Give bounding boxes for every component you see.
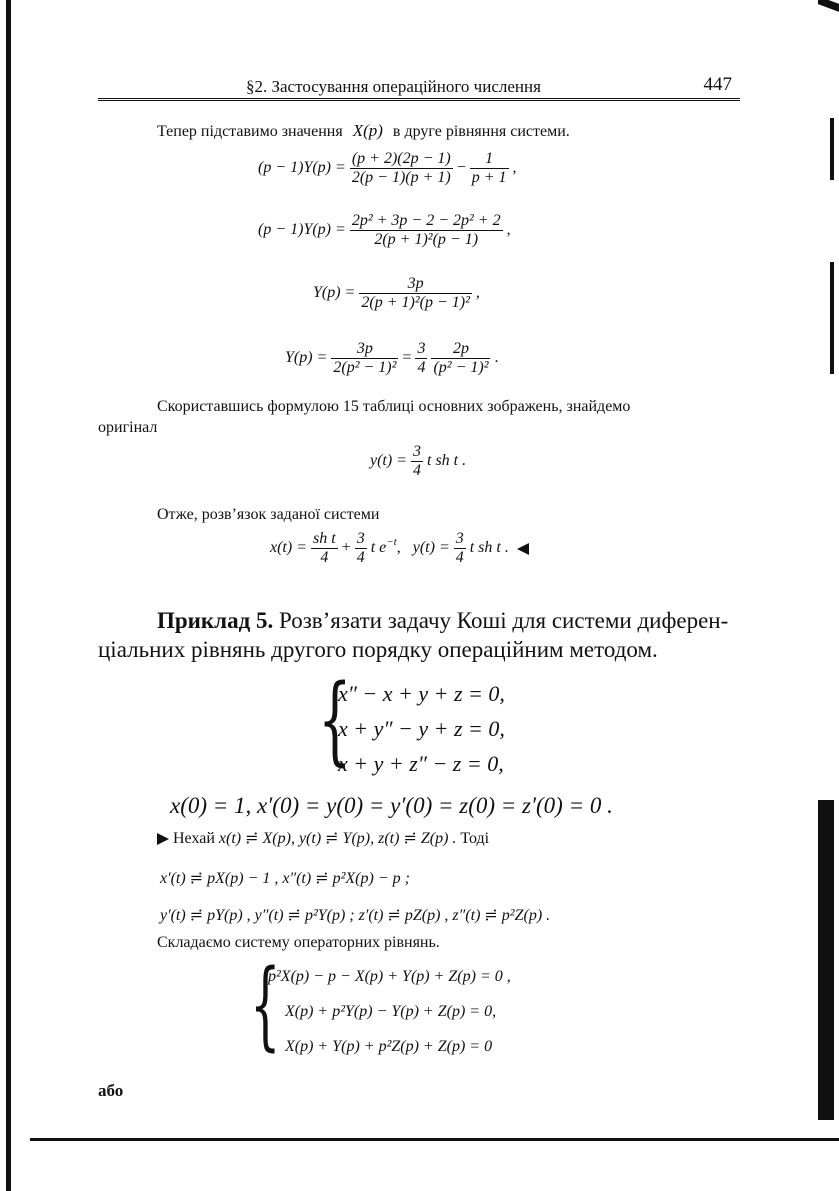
page-number: 447 xyxy=(703,74,732,95)
system-1-eq-1: x″ − x + y + z = 0, xyxy=(338,681,505,706)
scan-edge-left xyxy=(6,0,11,1191)
system-1-eq-3: x + y + z″ − z = 0, xyxy=(338,751,504,776)
paragraph-3: Складаємо систему операторних рівнянь. xyxy=(157,934,440,951)
equation-2: (p − 1)Y(p) = $\frac{\text{2p² + 3p − 2 − 2p² + 2}}{\text{2(p + 1)²(p − 1)}}$ , xyxy=(258,212,511,248)
header-rule xyxy=(98,100,740,101)
solution-start-icon xyxy=(157,833,169,845)
footer-word: або xyxy=(98,1081,124,1100)
system-2-eq-2: X(p) + p²Y(p) − Y(p) + Z(p) = 0, xyxy=(285,1003,497,1020)
eq2-frac: $\frac{\text{2p² + 3p − 2 − 2p² + 2}}{\text{2(p + 1)²(p − 1)}}$ xyxy=(351,212,501,248)
equation-6: x(t) = $\frac{\text{sh t}}{4}$ + $\frac{3}{4}$ t $e^{-t}$, y(t) = $\frac{3}{4}$ t sh t . xyxy=(270,530,529,567)
eq6-x-exp: −t xyxy=(386,536,397,549)
then-word: Тоді xyxy=(460,830,490,847)
scan-edge-bottom xyxy=(30,1138,839,1141)
eq1-frac1: $\frac{(p + 2)(2p - 1)}{2(p - 1)(p + 1)}$ xyxy=(351,150,451,186)
initial-conditions: x(0) = 1, x′(0) = y(0) = y′(0) = z(0) = z′(0) = 0 . xyxy=(170,793,613,818)
derivatives-line-1: x′(t) ≓ pX(p) − 1 , x″(t) ≓ p²X(p) − p ; xyxy=(160,870,410,887)
system-1-eq-2: x + y″ − y + z = 0, xyxy=(338,716,505,741)
equation-3: Y(p) = $\frac{3p}{\text{2(p + 1)²(p − 1)²}}$ , xyxy=(313,275,480,311)
eq4-frac3: $\frac{2p}{\text{(p² − 1)²}}$ xyxy=(433,340,489,376)
eq4-frac1: $\frac{3p}{\text{2(p² − 1)²}}$ xyxy=(333,340,397,376)
eq4-lhs: Y(p) = xyxy=(285,349,328,367)
eq3-lhs: Y(p) = xyxy=(313,284,356,302)
intro-text: Тепер підставимо значення xyxy=(157,123,343,140)
equation-5 xyxy=(370,443,466,480)
eq6-x-rest: t e xyxy=(370,539,387,557)
eq6-x-lhs: x(t) = xyxy=(270,539,307,557)
let-word: Нехай xyxy=(173,830,215,847)
scan-edge-right-2 xyxy=(830,262,834,374)
derivatives-line-2: y′(t) ≓ pY(p) , y″(t) ≓ p²Y(p) ; z′(t) ≓ pZ(p) , z″(t) ≓ p²Z(p) . xyxy=(160,907,551,924)
paragraph-1-line-2: оригінал xyxy=(98,419,158,436)
let-line xyxy=(157,829,489,849)
example-line-2: ціальних рівнянь другого порядку операційним методом. xyxy=(98,637,658,662)
eq4-frac2: $\frac{3}{4}$ xyxy=(417,340,426,376)
system-2-brace: { xyxy=(250,949,281,1061)
paragraph-2: Отже, розв’язок заданої системи xyxy=(157,506,380,523)
eq3-frac: $\frac{3p}{\text{2(p + 1)²(p − 1)²}}$ xyxy=(361,275,470,311)
eq5-rest: t sh t . xyxy=(427,452,467,470)
eq6-y-rest: t sh t . xyxy=(469,539,509,557)
section-title: §2. Застосування операційного числення xyxy=(246,77,541,96)
equation-1: (p − 1)Y(p) = $\frac{(p + 2)(2p - 1)}{2(p - 1)(p + 1)}$ − $\frac{1}{p + 1}$ , xyxy=(258,150,517,186)
example-line-1 xyxy=(157,607,728,635)
equation-4: Y(p) = $\frac{3p}{\text{2(p² − 1)²}}$ = $\frac{3}{4}$ $\frac{2p}{\text{(p² − 1)²}}$ . xyxy=(285,340,499,376)
eq2-lhs: (p − 1)Y(p) = xyxy=(258,221,346,239)
let-expr: x(t) ≓ X(p), y(t) ≓ Y(p), z(t) ≓ Z(p) . xyxy=(218,830,457,847)
intro-xp: X(p) xyxy=(352,121,383,140)
intro-line xyxy=(157,121,570,142)
example-label: Приклад 5. xyxy=(157,608,274,633)
eq6-frac3: $\frac{3}{4}$ xyxy=(455,530,464,566)
example-text-1: Розв’язати задачу Коші для системи диферен- xyxy=(278,608,729,633)
eq6-frac1: $\frac{\text{sh t}}{4}$ xyxy=(313,530,336,566)
paragraph-1-line-1: Скориставшись формулою 15 таблиці основних зображень, знайдемо xyxy=(157,398,631,415)
end-of-solution-icon xyxy=(517,543,529,555)
scan-edge-right-1 xyxy=(830,118,834,180)
system-2-eq-1: p²X(p) − p − X(p) + Y(p) + Z(p) = 0 , xyxy=(268,968,511,985)
eq1-frac2: $\frac{1}{p + 1}$ xyxy=(471,150,507,186)
eq1-lhs: (p − 1)Y(p) = xyxy=(258,159,346,177)
system-1-brace: { xyxy=(318,664,352,776)
eq5-lhs: y(t) = xyxy=(370,452,407,470)
page-header xyxy=(98,74,740,99)
scan-corner-top-right xyxy=(818,0,839,12)
intro-end: в друге рівняння системи. xyxy=(392,123,570,140)
system-2-eq-3: X(p) + Y(p) + p²Z(p) + Z(p) = 0 xyxy=(285,1038,493,1055)
eq6-y-lhs: y(t) = xyxy=(412,539,450,557)
scan-edge-right-3 xyxy=(818,800,834,1120)
eq5-frac: $\frac{3}{4}$ xyxy=(413,443,421,479)
eq6-frac2: $\frac{3}{4}$ xyxy=(356,530,365,566)
